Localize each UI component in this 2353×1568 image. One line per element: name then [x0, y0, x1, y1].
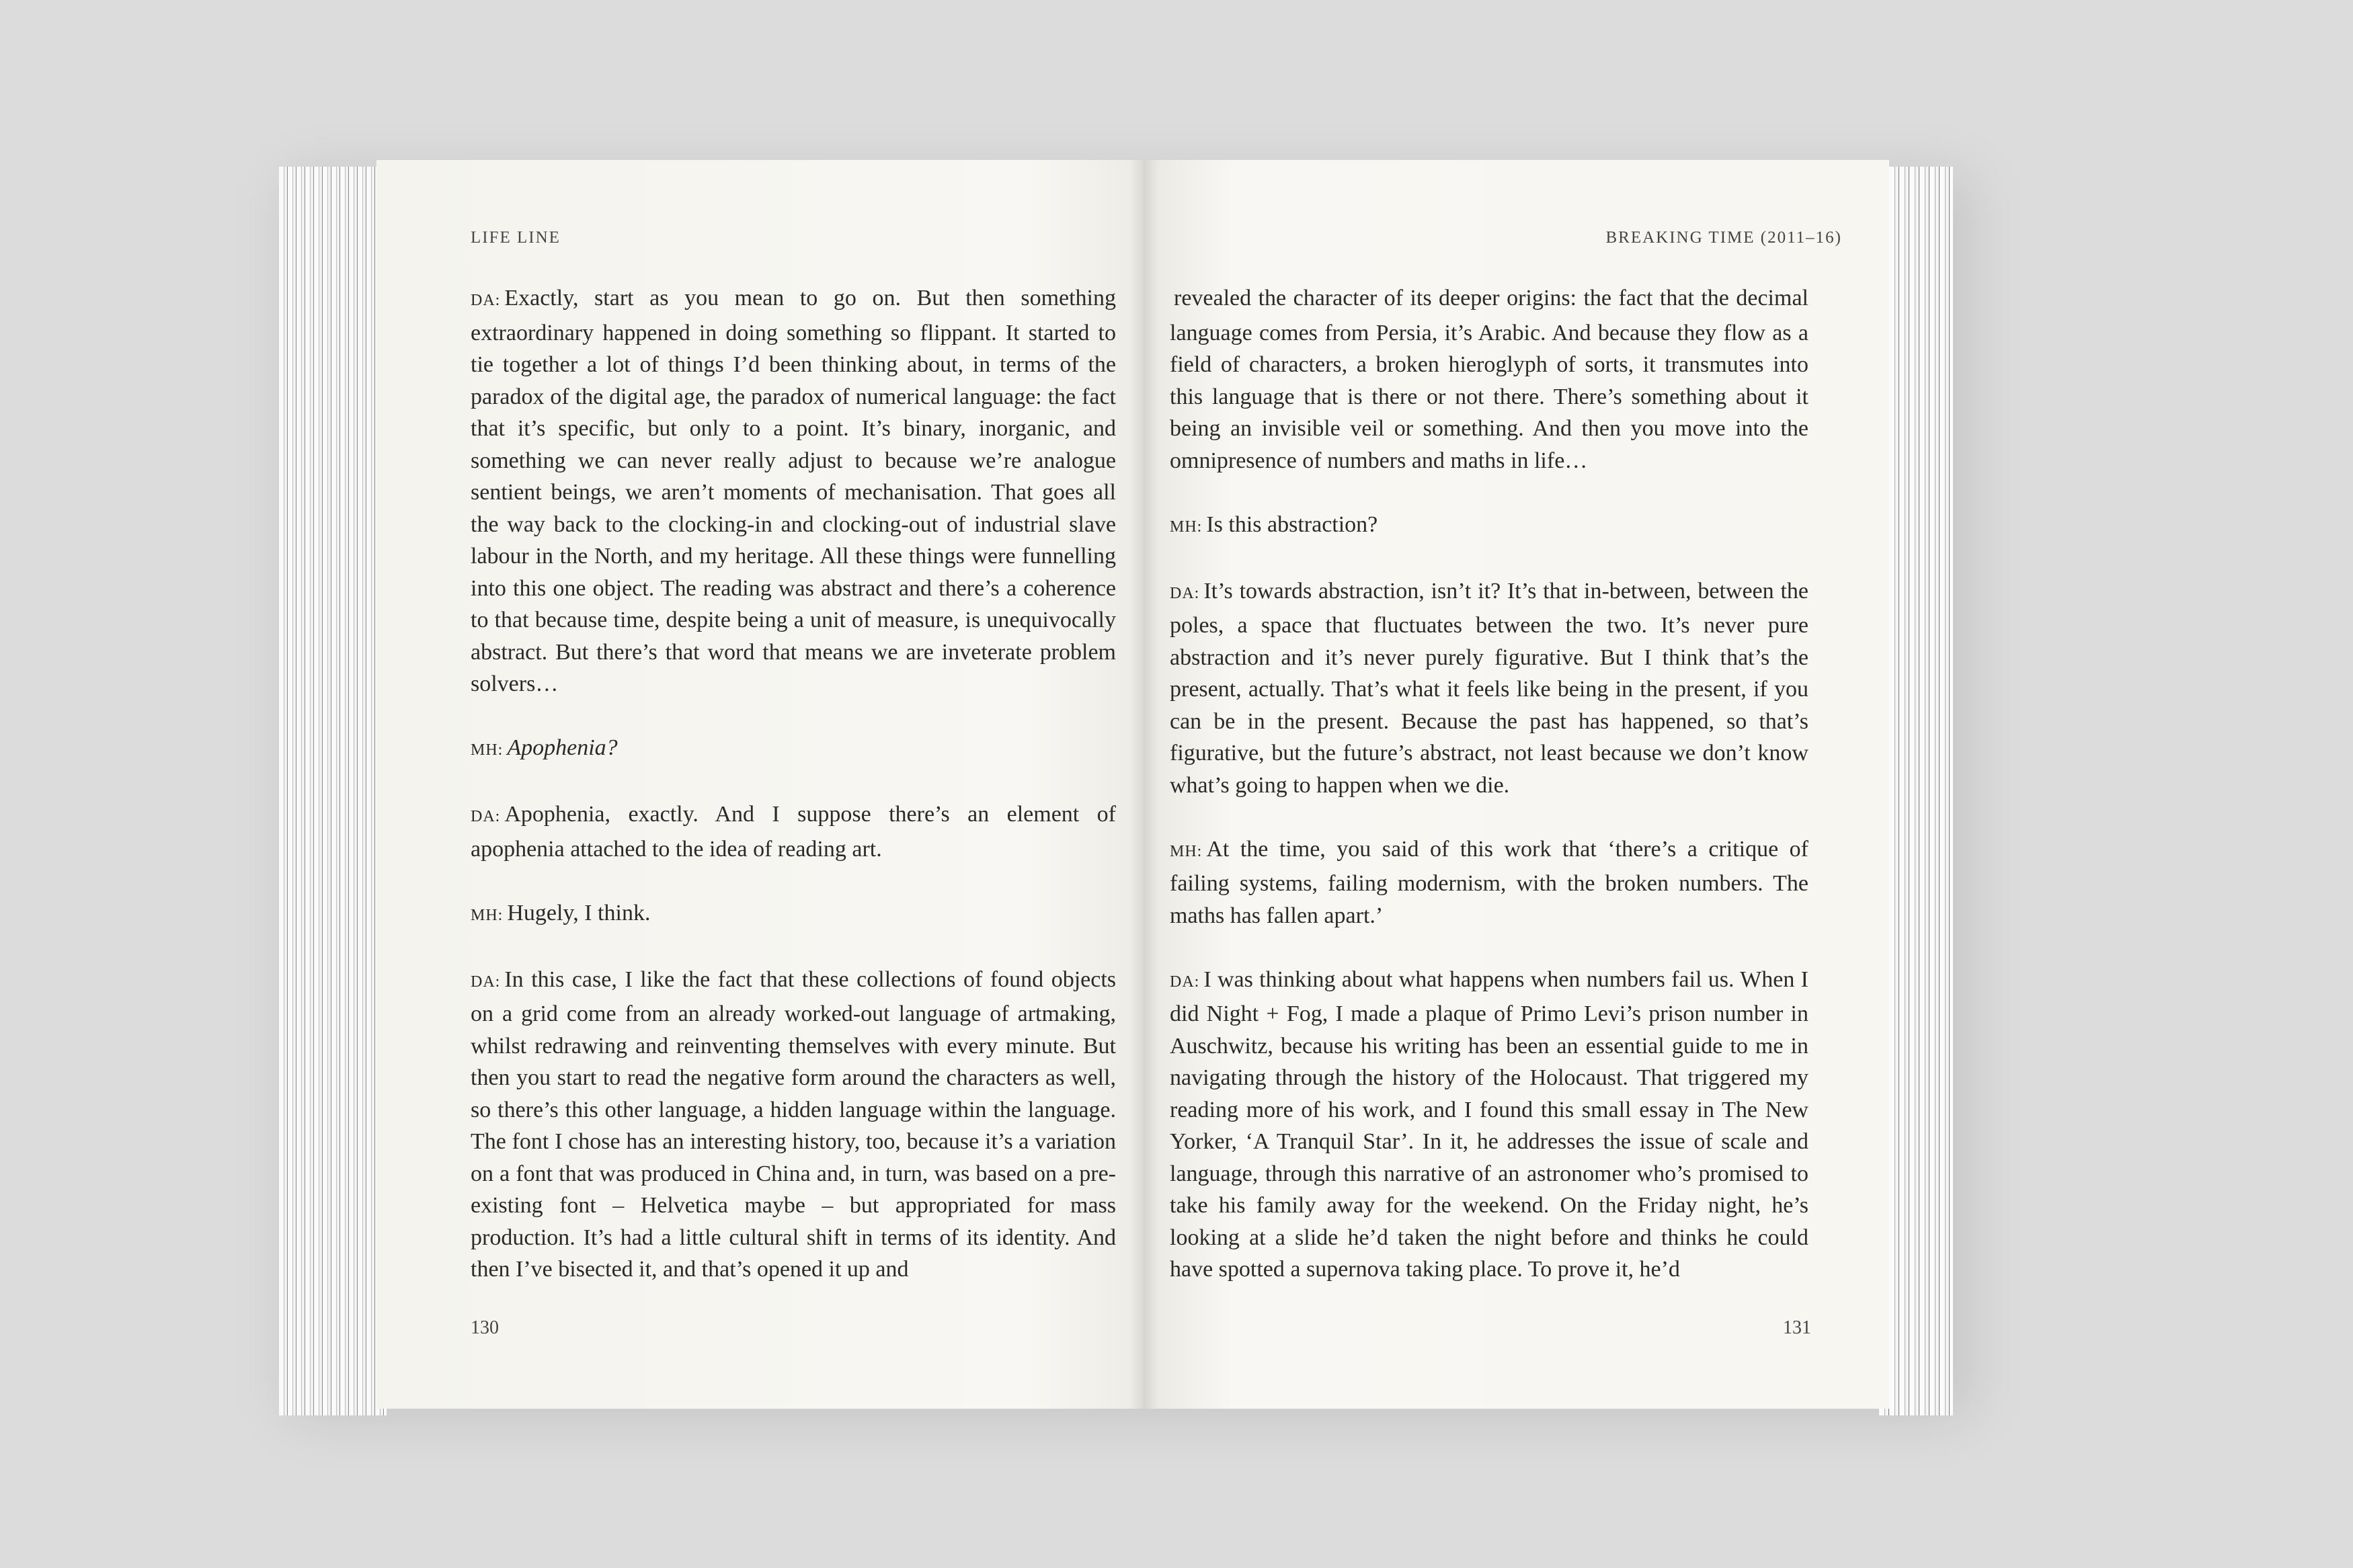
paragraph-text: I was thinking about what happens when numbers fail us. When I did Night + Fog, I made a plaque of Primo Levi’s prison number in Auschwitz, because his writing has been an essential guide to me in navigating through the history of the Holocaust. That triggered my reading more of his work, and I found this small essay in The New Yorker, ‘A Tranquil Star’. In it, he addresses the issue of scale and language, through this narrative of an astronomer who’s promised to take his family away for the weekend. On the Friday night, he’s looking at a slide he’d taken the night before and thinks he could have spotted a supernova taking place. To prove it, he’d	[1170, 966, 1808, 1282]
right-page-text	[1170, 282, 1808, 1286]
paragraph-text: At the time, you said of this work that ‘there’s a critique of failing systems, failing modernism, with the broken numbers. The maths has fallen apart.’	[1170, 836, 1808, 928]
paragraph-text: It’s towards abstraction, isn’t it? It’s that in-between, between the poles, a space that fluctuates between the two. It’s never pure abstraction and it’s never purely figurative. But I think that’s the present, actually. That’s what it feels like being in the present, if you can be in the present. Because the past has happened, so that’s figurative, but the future’s abstract, not least because we don’t know what’s going to happen when we die.	[1170, 578, 1808, 798]
running-head-right: BREAKING TIME (2011–16)	[1605, 229, 1842, 247]
paragraph-text: Hugely, I think.	[507, 900, 651, 925]
paragraph-text: revealed the character of its deeper origins: the fact that the decimal language comes from Persia, it’s Arabic. And because they flow as a field of characters, a broken hieroglyph of sorts, it transmutes into this language that is there or not there. There’s something about it being an invisible veil or something. And then you move into the omnipresence of numbers and maths in life…	[1170, 286, 1808, 473]
speaker-label: DA:	[471, 292, 501, 309]
paragraph	[1170, 833, 1808, 932]
speaker-label: MH:	[471, 741, 504, 759]
paragraph	[1170, 282, 1808, 477]
speaker-label: DA:	[471, 808, 501, 825]
left-page-text	[471, 282, 1116, 1286]
paragraph-text: Apophenia?	[507, 735, 618, 760]
page-number-left: 130	[471, 1317, 499, 1338]
book-gutter	[1129, 160, 1159, 1409]
speaker-label: DA:	[1170, 973, 1200, 991]
speaker-label: DA:	[1170, 584, 1200, 602]
paragraph-text: Exactly, start as you mean to go on. But then something extraordinary happened in doing something so flippant. It started to tie together a lot of things I’d been thinking about, in terms of the paradox of the digital age, the paradox of numerical language: the fact that it’s specific, but only to a point. It’s binary, inorganic, and something we can never really adjust to because we’re analogue sentient beings, we aren’t moments of mechanisation. That goes all the way back to the clocking-in and clocking-out of industrial slave labour in the North, and my heritage. All these things were funnelling into this one object. The reading was abstract and there’s a coherence to that because time, despite being a unit of measure, is unequivocally abstract. But there’s that word that means we are inveterate problem solvers…	[471, 286, 1116, 696]
paragraph	[471, 732, 1116, 767]
running-head-left: LIFE LINE	[471, 229, 561, 247]
page-edges-right	[1879, 167, 1953, 1415]
page-number-right: 131	[1783, 1317, 1811, 1338]
paragraph-text: In this case, I like the fact that these collections of found objects on a grid come from an already worked-out language of artmaking, whilst redrawing and reinventing themselves with every minute. But then you start to read the negative form around the characters as well, so there’s this other language, a hidden language within the language. The font I chose has an interesting history, too, because it’s a variation on a font that was produced in China and, in turn, was based on a pre-existing font – Helvetica maybe – but appropriated for mass production. It’s had a little cultural shift in terms of its identity. And then I’ve bisected it, and that’s opened it up and	[471, 966, 1116, 1282]
speaker-label: MH:	[1170, 518, 1203, 536]
paragraph	[1170, 575, 1808, 802]
paragraph-text: Is this abstraction?	[1206, 511, 1378, 537]
paragraph	[471, 798, 1116, 865]
paragraph	[1170, 964, 1808, 1286]
speaker-label: MH:	[471, 906, 504, 924]
paragraph	[471, 897, 1116, 932]
paragraph-text: Apophenia, exactly. And I suppose there’s an element of apophenia attached to the idea of reading art.	[471, 802, 1116, 862]
paragraph	[471, 964, 1116, 1286]
speaker-label: MH:	[1170, 842, 1203, 860]
paragraph	[1170, 509, 1808, 544]
page-edges-left	[279, 167, 387, 1415]
paragraph	[471, 282, 1116, 700]
speaker-label: DA:	[471, 973, 501, 991]
